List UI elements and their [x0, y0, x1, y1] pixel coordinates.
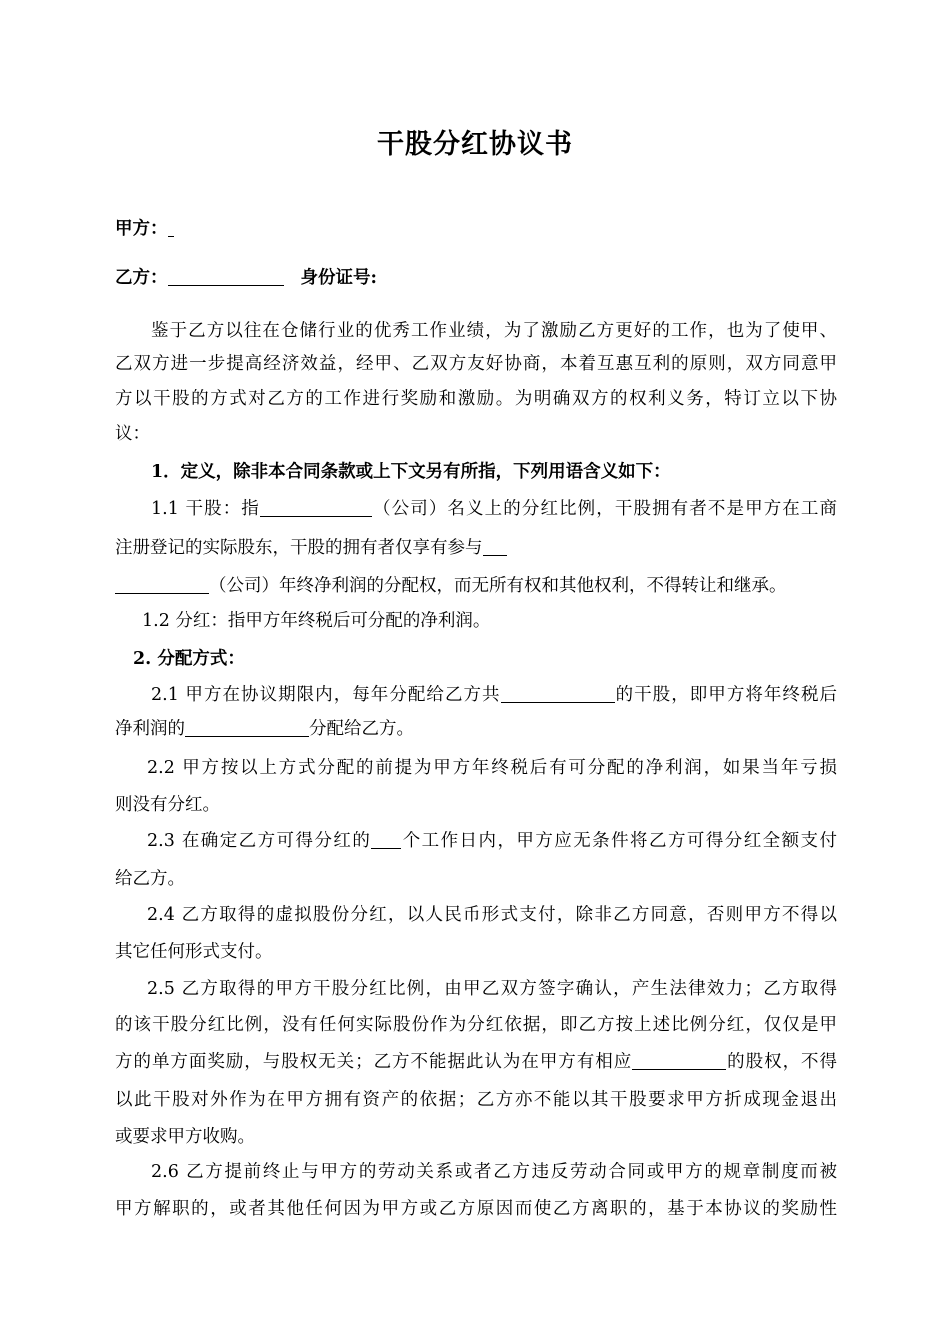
clause-2-1-line-2: [115, 717, 837, 741]
clause-2-3-line-1: [147, 829, 837, 853]
party-a-label: 甲方：: [115, 219, 168, 239]
company-name-blank-2a: [483, 538, 507, 556]
clause-2-3-line-2: 给乙方。: [115, 869, 185, 889]
clause-1-2: 1.2 分红：指甲方年终税后可分配的净利润。: [142, 611, 491, 631]
clause-2-5-line-2: 的该干股分红比例，没有任何实际股份作为分红依据，即乙方按上述比例分红，仅仅是甲: [115, 1015, 837, 1035]
preamble-line-2: 乙双方进一步提高经济效益，经甲、乙双方友好协商，本着互惠互利的原则，双方同意甲: [115, 354, 837, 374]
clause-2-4-line-1: 2.4 乙方取得的虚拟股份分红，以人民币形式支付，除非乙方同意，否则甲方不得以: [147, 905, 837, 925]
clause-2-5-text-b: 的股权，不得: [726, 1052, 838, 1072]
clause-1-1-text-a: 1.1 干股：指: [151, 499, 260, 519]
company-name-blank-2b: [115, 576, 209, 594]
clause-2-1-text-c: 净利润的: [115, 719, 185, 739]
party-b-name-blank: [168, 268, 284, 286]
clause-1-1-text-c: 注册登记的实际股东，干股的拥有者仅享有参与: [115, 538, 483, 558]
workdays-blank: [371, 831, 401, 849]
clause-2-1-text-b: 的干股，即甲方将年终税后: [614, 685, 837, 705]
party-a-blank: [168, 219, 174, 237]
company-name-blank-1: [260, 499, 372, 517]
party-a-line: [115, 217, 837, 241]
section-2-heading: 2. 分配方式：: [133, 649, 245, 669]
clause-2-3-text-a: 2.3 在确定乙方可得分红的: [147, 831, 372, 851]
profit-ratio-blank: [185, 719, 309, 737]
document-title: 干股分红协议书: [377, 129, 573, 160]
clause-2-1-text-d: 分配给乙方。: [309, 719, 414, 739]
clause-1-1-line-1: [151, 497, 837, 521]
share-ratio-blank: [501, 685, 615, 703]
clause-2-3-text-b: 个工作日内，甲方应无条件将乙方可得分红全额支付: [401, 831, 837, 851]
clause-1-1-line-2: [115, 536, 837, 560]
clause-2-2-line-1: 2.2 甲方按以上方式分配的前提为甲方年终税后有可分配的净利润，如果当年亏损: [147, 758, 837, 778]
clause-2-5-line-3: [115, 1050, 837, 1074]
clause-2-4-line-2: 其它任何形式支付。: [115, 942, 273, 962]
clause-2-5-line-4: 以此干股对外作为在甲方拥有资产的依据；乙方亦不能以其干股要求甲方折成现金退出: [115, 1090, 837, 1110]
party-b-line: [115, 266, 837, 290]
clause-1-1-text-b: （公司）名义上的分红比例，干股拥有者不是甲方在工商: [371, 499, 837, 519]
clause-2-6-line-2: 甲方解职的，或者其他任何因为甲方或乙方原因而使乙方离职的，基于本协议的奖励性: [115, 1199, 837, 1219]
clause-1-1-text-d: （公司）年终净利润的分配权，而无所有权和其他权利，不得转让和继承。: [209, 576, 787, 596]
preamble-line-4: 议：: [115, 424, 150, 444]
preamble-line-1: 鉴于乙方以往在仓储行业的优秀工作业绩，为了激励乙方更好的工作，也为了使甲、: [151, 321, 837, 341]
party-b-id-label: 身份证号:: [300, 268, 377, 288]
clause-2-1-line-1: [151, 683, 837, 707]
clause-2-2-line-2: 则没有分红。: [115, 795, 220, 815]
clause-2-6-line-1: 2.6 乙方提前终止与甲方的劳动关系或者乙方违反劳动合同或甲方的规章制度而被: [151, 1162, 837, 1182]
equity-blank: [632, 1052, 726, 1070]
clause-2-5-line-1: 2.5 乙方取得的甲方干股分红比例，由甲乙双方签字确认，产生法律效力；乙方取得: [147, 979, 837, 999]
clause-2-5-line-5: 或要求甲方收购。: [115, 1127, 255, 1147]
preamble-line-3: 方以干股的方式对乙方的工作进行奖励和激励。为明确双方的权利义务，特订立以下协: [115, 389, 837, 409]
clause-1-1-line-3: [115, 574, 837, 598]
clause-2-1-text-a: 2.1 甲方在协议期限内，每年分配给乙方共: [151, 685, 501, 705]
section-1-heading: 1．定义，除非本合同条款或上下文另有所指，下列用语含义如下：: [151, 462, 671, 482]
clause-2-5-text-a: 方的单方面奖励，与股权无关；乙方不能据此认为在甲方有相应: [115, 1052, 633, 1072]
party-b-label: 乙方：: [115, 268, 168, 288]
